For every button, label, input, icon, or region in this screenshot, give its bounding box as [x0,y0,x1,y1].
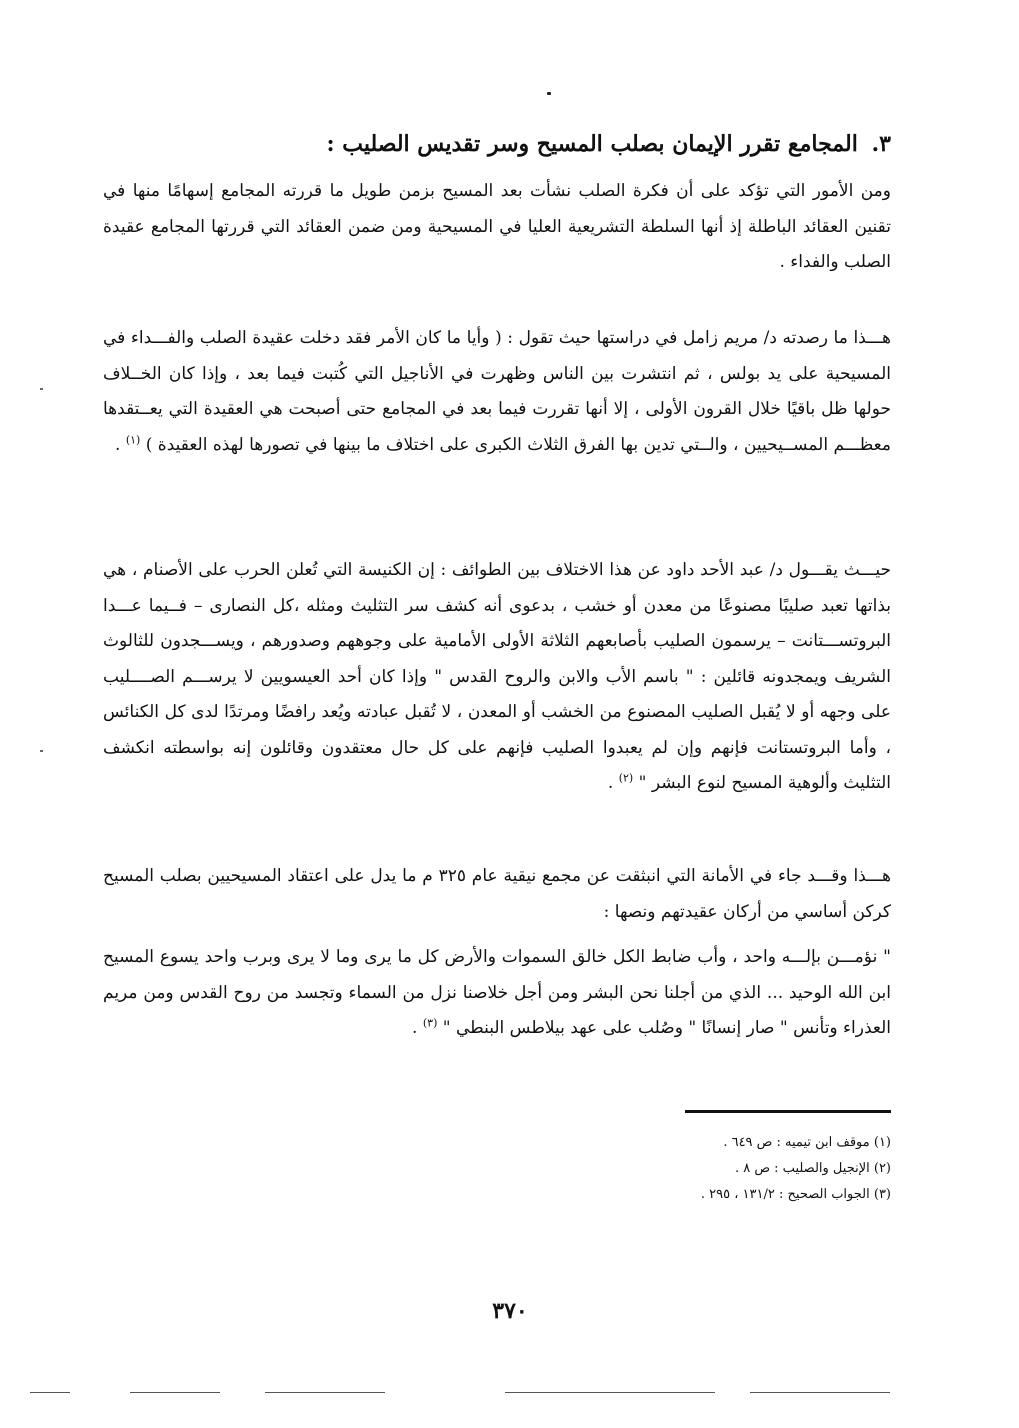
paragraph-end: . [607,773,619,793]
footnote-ref-1[interactable]: (١) [125,432,141,446]
paragraph-text: هـــذا ما رصدته د/ مريم زامل في دراستها حيث تقول : ( وأيا ما كان الأمر فقد دخلت عقيدة الصلب والفـــداء في المسيحية على يد بولس ، ثم انتشرت بين الناس وظهرت في الأناجيل التي كُتبت فيما بعد ، وإذا كان الخــلاف حولها ظل باقيًا خلال القرون الأولى ، إلا أنها تقررت فيما بعد في المجامع حتى أصبحت هي العقيدة التي يعــتقدها معظـــم المســيحيين ، والــتي تدين بها الفرق الثلاث الكبرى على اختلاف ما بينها في تصورها لهذه العقيدة ) [103,328,891,455]
footnote-divider [685,1110,891,1113]
paragraph-creed-quote [103,940,891,1047]
footnote-item: (٣) الجواب الصحيح : ١٣١/٢ ، ٢٩٥ . [700,1187,891,1202]
footnote-ref-3[interactable]: (٣) [422,1016,438,1030]
scan-edge-line [30,1392,70,1393]
scan-edge-line [750,1392,890,1393]
paragraph-nicaea: هـــذا وقـــد جاء في الأمانة التي انبثقت عن مجمع نيقية عام ٣٢٥ م ما يدل على اعتقاد المسيحيين بصلب المسيح كركن أساسي من أركان عقيدتهم ونصها : [103,866,891,922]
paragraph-end: . [412,1018,423,1038]
paragraph-text: حيـــث يقـــول د/ عبد الأحد داود عن هذا الاختلاف بين الطوائف : إن الكنيسة التي تُعلن الحرب على الأصنام ، هي بذاتها تعبد صليبًا مصنوعًا من معدن أو خشب ، بدعوى أنه كشف سر التثليث ومثله ،كل النصارى – فــيما عـــدا البروتســـتانت – يرسمون الصليب بأصابعهم الثلاثة الأولى الأمامية على وجوههم وصدورهم ، ويســـجدون للثالوث الشريف ويمجدونه قائلين : " باسم الأب والابن والروح القدس " وإذا كان أحد العيسويين لا يرســـم الصــــليب على وجهه أو لا يُقبل الصليب المصنوع من الخشب أو المعدن ، لا تُقبل عبادته ويُعد رافضًا ومرتدًا لدى كل الكنائس ، وأما البروتستانت فإنهم وإن لم يعبدوا الصليب فإنهم على كل حال معتقدون وقائلون إنه بواسطته انكشف التثليث وألوهية المسيح لنوع البشر " [103,560,891,793]
paragraph-end: . [115,434,126,455]
section-title: المجامع تقرر الإيمان بصلب المسيح وسر تقديس الصليب : [326,131,858,157]
margin-mark [40,750,43,752]
footnote-item: (١) موقف ابن تيميه : ص ٦٤٩ . [723,1135,891,1150]
margin-mark [40,388,43,390]
footnote-item: (٢) الإنجيل والصليب : ص ٨ . [734,1161,891,1176]
footnote-ref-2[interactable]: (٢) [618,771,634,785]
scan-edge-line [130,1392,220,1393]
section-heading [131,126,891,162]
scan-dot [547,92,551,95]
paragraph-intro: ومن الأمور التي تؤكد على أن فكرة الصلب نشأت بعد المسيح بزمن طويل ما قررته المجامع إسهامًا منها في تقنين العقائد الباطلة إذ أنها السلطة التشريعية العليا في المسيحية ومن ضمن العقائد التي قررتها المجامع عقيدة الصلب والفداء . [103,181,891,272]
paragraph-abdul-ahad-dawud-quote [103,553,891,802]
paragraph-text: " نؤمـــن بإلـــه واحد ، وأب ضابط الكل خالق السموات والأرض كل ما يرى وما لا يرى وبرب واحد يسوع المسيح ابن الله الوحيد ... الذي من أجلنا نحن البشر ومن أجل خلاصنا نزل من السماء وتجسد من روح القدس ومن مريم العذراء وتأنس " صار إنسانًا " وصُلب على عهد بيلاطس البنطي " [103,947,891,1038]
scan-edge-line [505,1392,715,1393]
section-number: ٣. [871,131,891,157]
footnotes-list [571,1130,891,1208]
page-number: ٣٧٠ [492,1298,528,1324]
scan-edge-line [265,1392,385,1393]
paragraph-maryam-zamil-quote [103,321,891,463]
